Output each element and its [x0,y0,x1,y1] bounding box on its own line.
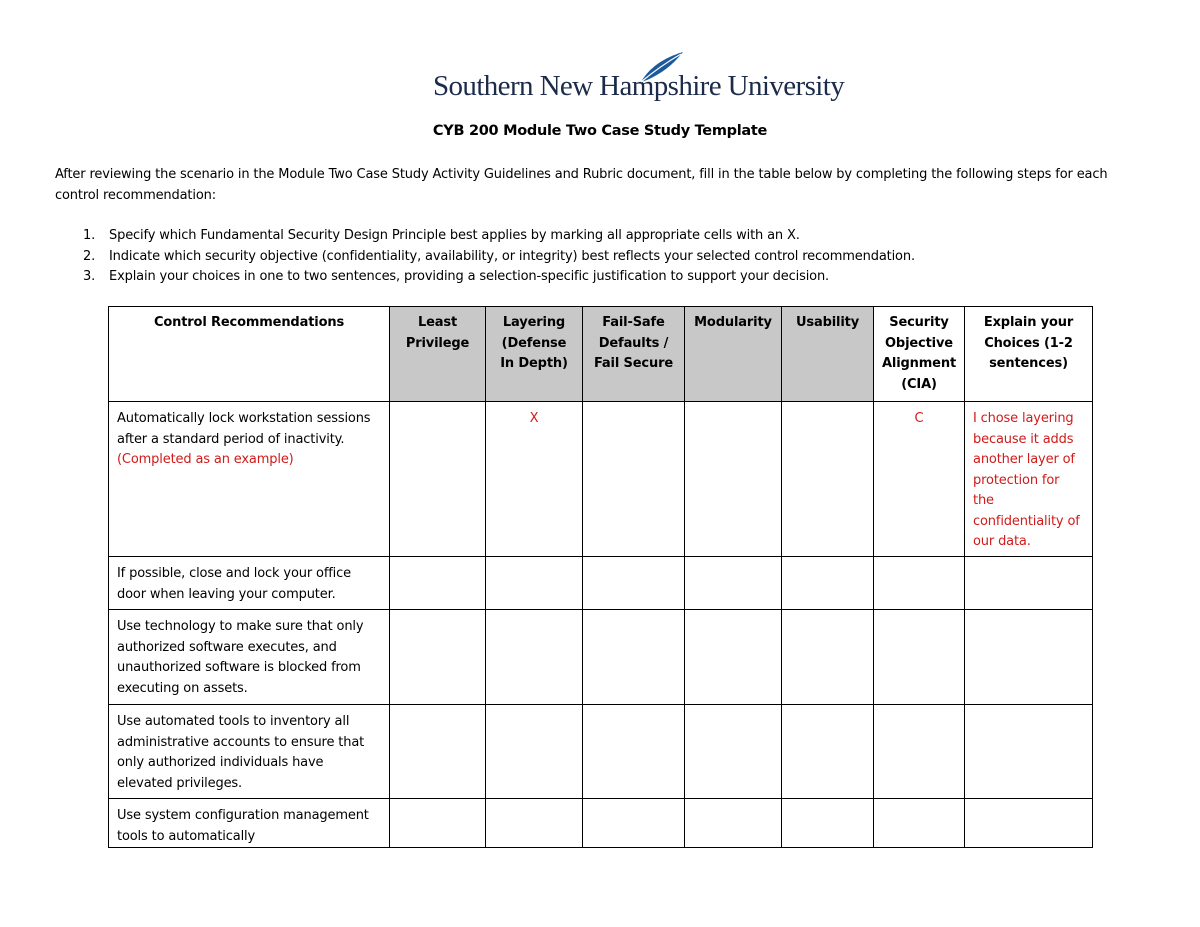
step-number: 2. [83,248,96,264]
cell-layering[interactable] [486,799,583,848]
step-item [55,247,1155,268]
cell-explanation[interactable]: I chose layering because it adds another layer of protection for the confidentiality of our data. [965,402,1093,557]
cell-cia[interactable] [874,799,965,848]
cell-layering[interactable] [486,557,583,610]
control-recommendations-table [108,306,1093,848]
step-text: Specify which Fundamental Security Design Principle best applies by marking all appropriate cells with an X. [109,228,800,243]
step-text: Explain your choices in one to two sentences, providing a selection-specific justification to support your decision. [109,269,830,284]
header-cia: Security Objective Alignment (CIA) [874,307,965,402]
cell-control[interactable]: Use system configuration management tools to automatically [109,799,390,848]
header-least-privilege: Least Privilege [390,307,486,402]
cell-cia[interactable] [874,557,965,610]
instruction-steps [55,226,1155,288]
cell-modularity[interactable] [685,705,782,799]
cell-least-privilege[interactable] [390,402,486,557]
intro-paragraph: After reviewing the scenario in the Module Two Case Study Activity Guidelines and Rubric document, fill in the table below by completing the following steps for each control recommendation: [55,167,1108,203]
step-item [55,267,1155,288]
step-number: 1. [83,228,96,243]
cell-fail-safe[interactable] [583,610,685,705]
cell-least-privilege[interactable] [390,799,486,848]
cell-cia[interactable] [874,610,965,705]
cell-layering[interactable]: X [486,402,583,557]
cell-control[interactable]: Use automated tools to inventory all administrative accounts to ensure that only authorized individuals have elevated privileges. [109,705,390,799]
cell-usability[interactable] [782,402,874,557]
cell-modularity[interactable] [685,557,782,610]
cell-control[interactable]: Use technology to make sure that only authorized software executes, and unauthorized software is blocked from executing on assets. [109,610,390,705]
header-usability: Usability [782,307,874,402]
cell-cia[interactable]: C [874,402,965,557]
cell-least-privilege[interactable] [390,557,486,610]
step-text: Indicate which security objective (confidentiality, availability, or integrity) best reflects your selected control recommendation. [109,248,915,264]
table-row [109,799,1093,848]
header-control-recommendations: Control Recommendations [109,307,390,402]
table-row [109,705,1093,799]
cell-least-privilege[interactable] [390,610,486,705]
cell-explanation[interactable] [965,705,1093,799]
cell-modularity[interactable] [685,402,782,557]
cell-layering[interactable] [486,705,583,799]
logo-text: Southern New Hampshire University [433,70,845,102]
table-header-row [109,307,1093,402]
cell-modularity[interactable] [685,610,782,705]
control-text: Automatically lock workstation sessions after a standard period of inactivity. [117,411,371,447]
cell-layering[interactable] [486,610,583,705]
header-layering: Layering (Defense In Depth) [486,307,583,402]
cell-usability[interactable] [782,799,874,848]
cell-explanation[interactable] [965,557,1093,610]
cell-fail-safe[interactable] [583,402,685,557]
step-item [55,226,1155,247]
header-fail-safe: Fail-Safe Defaults / Fail Secure [583,307,685,402]
cell-control[interactable] [109,402,390,557]
table-row [109,610,1093,705]
cell-usability[interactable] [782,705,874,799]
example-note: (Completed as an example) [117,452,294,467]
header-explanation: Explain your Choices (1-2 sentences) [965,307,1093,402]
table-row [109,402,1093,557]
cell-least-privilege[interactable] [390,705,486,799]
document-title: CYB 200 Module Two Case Study Template [432,123,768,139]
header-modularity: Modularity [685,307,782,402]
cell-usability[interactable] [782,610,874,705]
cell-cia[interactable] [874,705,965,799]
cell-control[interactable]: If possible, close and lock your office door when leaving your computer. [109,557,390,610]
step-number: 3. [83,269,96,284]
cell-fail-safe[interactable] [583,557,685,610]
university-logo [433,50,845,106]
cell-explanation[interactable] [965,799,1093,848]
cell-usability[interactable] [782,557,874,610]
cell-fail-safe[interactable] [583,705,685,799]
cell-explanation[interactable] [965,610,1093,705]
cell-modularity[interactable] [685,799,782,848]
cell-fail-safe[interactable] [583,799,685,848]
table-row [109,557,1093,610]
leaf-icon [637,50,685,84]
